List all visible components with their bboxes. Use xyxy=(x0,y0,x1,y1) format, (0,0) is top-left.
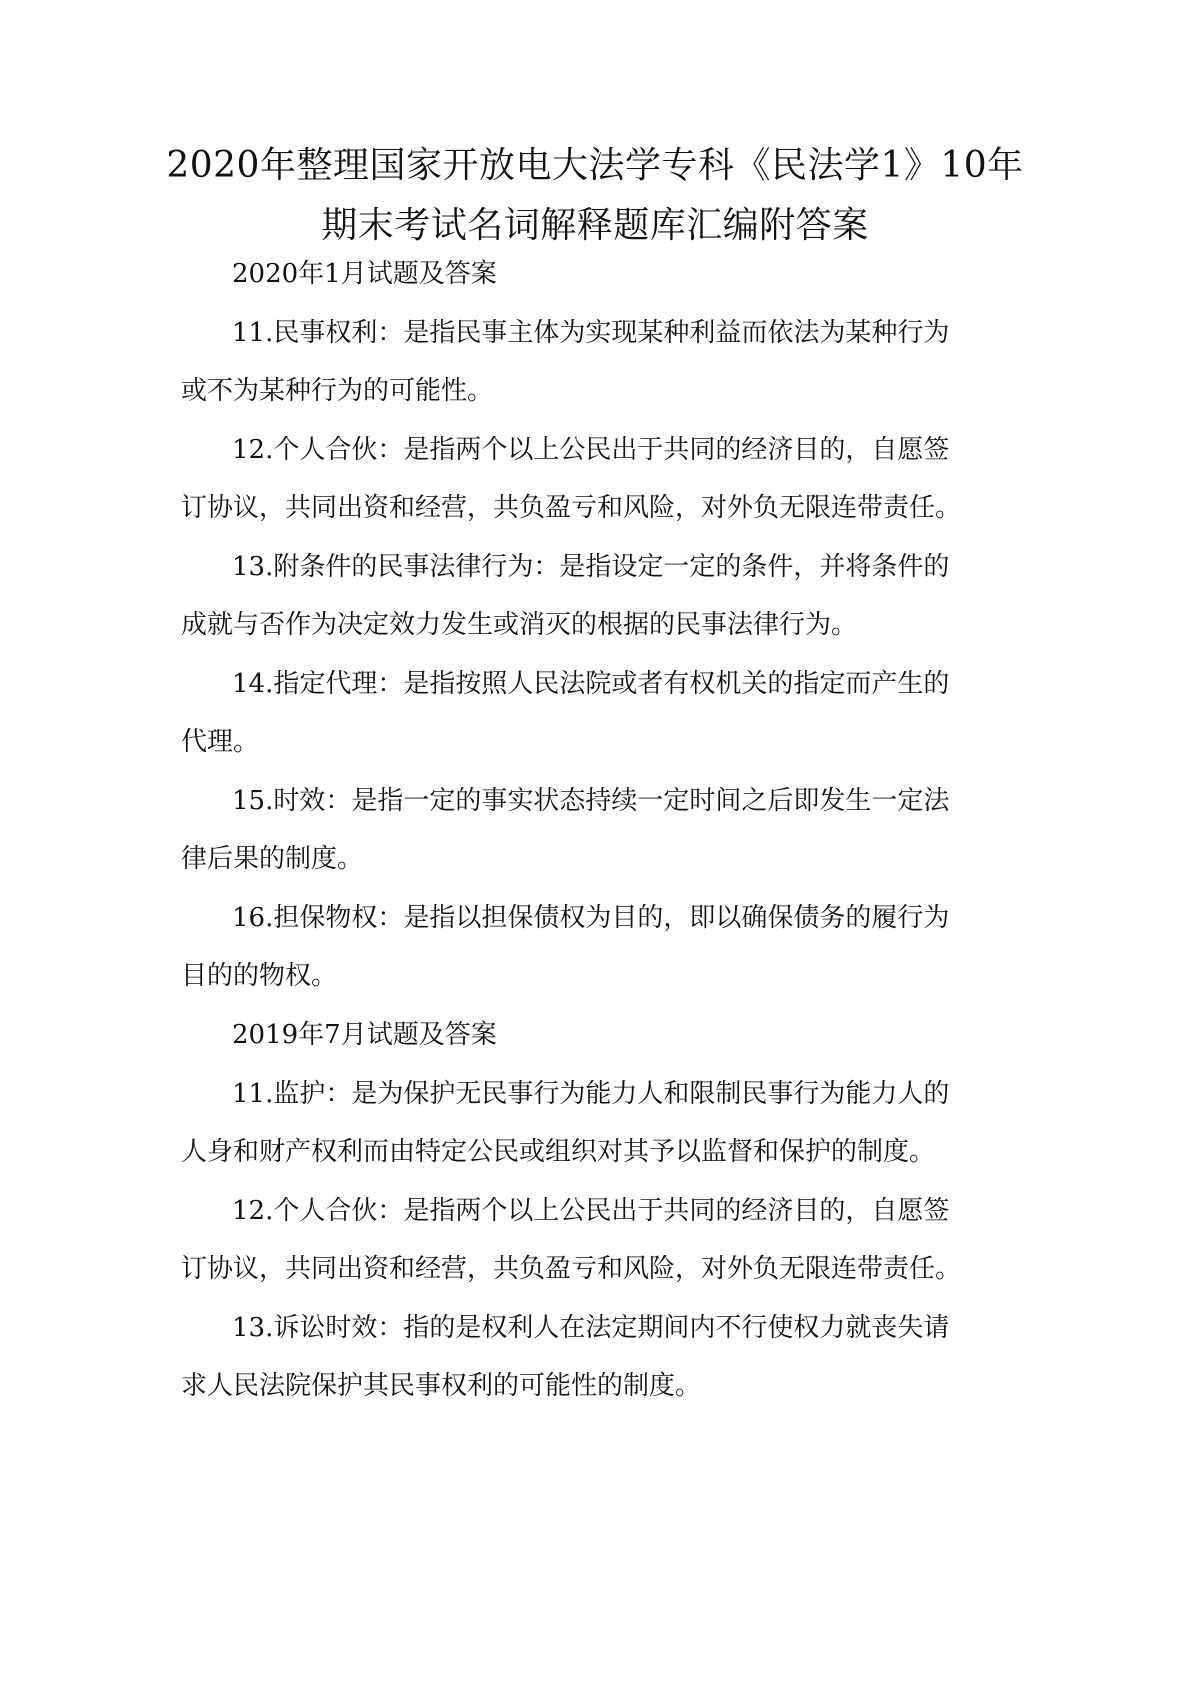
text-line: 11.监护：是为保护无民事行为能力人和限制民事行为能力人的 xyxy=(232,1079,950,1109)
text-line: 律后果的制度。 xyxy=(181,844,364,874)
text-line: 11.民事权利：是指民事主体为实现某种利益而依法为某种行为 xyxy=(232,318,950,348)
text-line: 12.个人合伙：是指两个以上公民出于共同的经济目的，自愿签 xyxy=(232,1196,950,1226)
document-title-line-1: 2020年整理国家开放电大法学专科《民法学1》10年 xyxy=(166,145,1024,186)
text-line: 13.附条件的民事法律行为：是指设定一定的条件，并将条件的 xyxy=(232,552,950,582)
text-line: 14.指定代理：是指按照人民法院或者有权机关的指定而产生的 xyxy=(232,669,950,699)
document-title-line-2: 期末考试名词解释题库汇编附答案 xyxy=(321,205,869,246)
text-line: 或不为某种行为的可能性。 xyxy=(181,376,494,406)
text-line: 15.时效：是指一定的事实状态持续一定时间之后即发生一定法 xyxy=(232,786,950,816)
text-line: 订协议，共同出资和经营，共负盈亏和风险，对外负无限连带责任。 xyxy=(181,493,962,523)
text-line: 13.诉讼时效：指的是权利人在法定期间内不行使权力就丧失请 xyxy=(232,1313,950,1343)
text-line: 代理。 xyxy=(181,727,260,757)
text-line: 12.个人合伙：是指两个以上公民出于共同的经济目的，自愿签 xyxy=(232,435,950,465)
text-line: 订协议，共同出资和经营，共负盈亏和风险，对外负无限连带责任。 xyxy=(181,1254,962,1284)
section-heading-2019-jul: 2019年7月试题及答案 xyxy=(232,1020,497,1050)
text-line: 目的的物权。 xyxy=(181,961,338,991)
text-line: 求人民法院保护其民事权利的可能性的制度。 xyxy=(181,1371,702,1401)
text-line: 人身和财产权利而由特定公民或组织对其予以监督和保护的制度。 xyxy=(181,1137,936,1167)
text-line: 16.担保物权：是指以担保债权为目的，即以确保债务的履行为 xyxy=(232,903,950,933)
section-heading-2020-jan: 2020年1月试题及答案 xyxy=(232,259,497,289)
text-line: 成就与否作为决定效力发生或消灭的根据的民事法律行为。 xyxy=(181,610,858,640)
